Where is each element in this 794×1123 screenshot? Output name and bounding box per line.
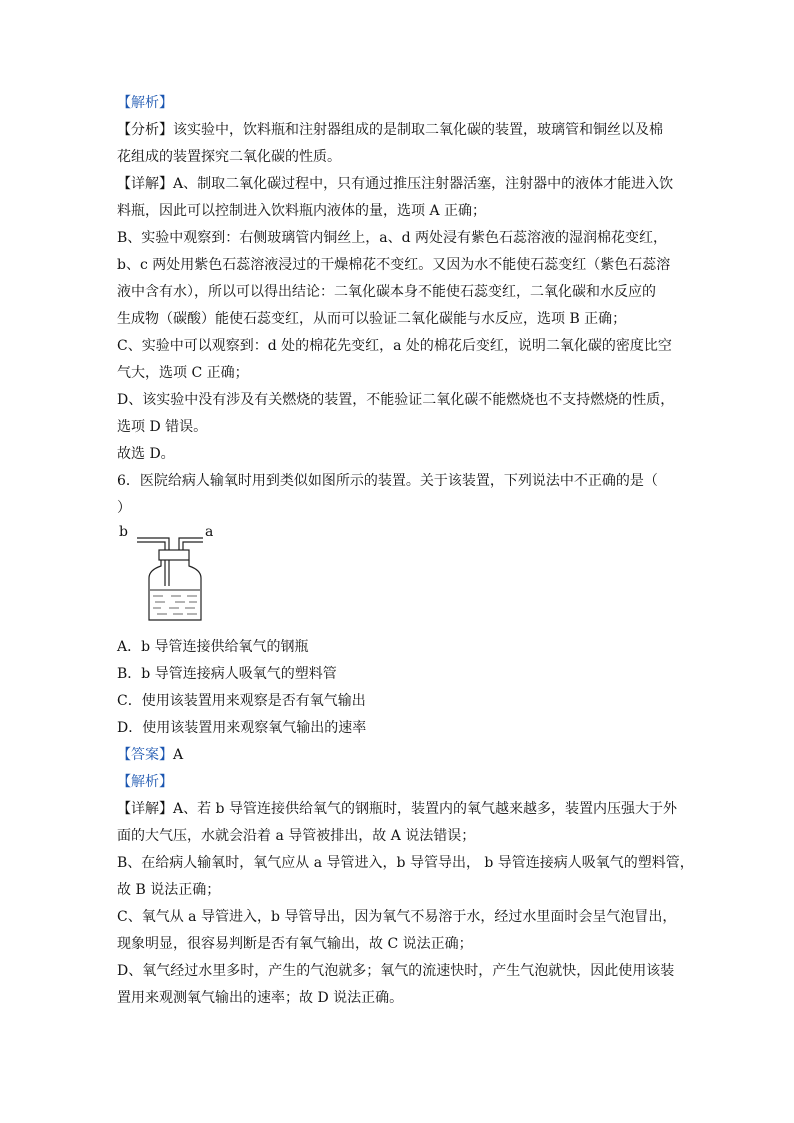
option-c: C．使用该装置用来观察是否有氧气输出 xyxy=(117,693,366,709)
xiangjie-d-line-2: 选项 D 错误。 xyxy=(117,419,208,435)
xiangjie-tag: 【详解】 xyxy=(117,176,173,192)
gas-washing-bottle-diagram xyxy=(117,526,697,626)
fenxi-line-2: 花组成的装置探究二氧化碳的性质。 xyxy=(117,149,341,165)
q6-b-line-2: 故 B 说法正确； xyxy=(117,882,221,898)
xiangjie-c-line-1: C、实验中可以观察到：d 处的棉花先变红，a 处的棉花后变红，说明二氧化碳的密度比空 xyxy=(117,338,672,354)
question-6-stem-2: ） xyxy=(117,500,131,516)
xiangjie-b-line-4: 生成物（碳酸）能使石蕊变红，从而可以验证二氧化碳能与水反应，选项 B 正确； xyxy=(117,311,627,327)
analysis-heading xyxy=(117,90,697,117)
question-6-stem-1: 6．医院给病人输氧时用到类似如图所示的装置。关于该装置，下列说法中不正确的是（ xyxy=(117,473,658,489)
option-b: B．b 导管连接病人吸氧气的塑料管 xyxy=(117,666,337,682)
analysis-tag: 【解析】 xyxy=(117,95,173,111)
xiangjie-b-line-2: b、c 两处用紫色石蕊溶液浸过的干燥棉花不变红。又因为水不能使石蕊变红（紫色石蕊溶 xyxy=(117,257,671,273)
xiangjie-line-1 xyxy=(117,171,697,198)
q6-a-line-2: 面的大气压，水就会沿着 a 导管被排出，故 A 说法错误； xyxy=(117,828,476,844)
xiangjie-b-line-3: 液中含有水），所以可以得出结论：二氧化碳本身不能使石蕊变红，二氧化碳和水反应的 xyxy=(117,284,656,300)
q6-a-1: A、若 b 导管连接供给氧气的钢瓶时，装置内的氧气越来越多，装置内压强大于外 xyxy=(173,801,677,817)
label-b: b xyxy=(119,524,128,540)
fenxi-line-1 xyxy=(117,117,697,144)
fenxi-tag: 【分析】 xyxy=(117,122,173,138)
q6-c-line-1: C、氧气从 a 导管进入，b 导管导出，因为氧气不易溶于水，经过水里面时会呈气泡冒出， xyxy=(117,909,677,925)
bottle-illustration xyxy=(117,526,237,626)
conclusion-line: 故选 D。 xyxy=(117,446,175,462)
label-a: a xyxy=(205,524,214,540)
q6-analysis-heading xyxy=(117,769,697,796)
q6-d-line-1: D、氧气经过水里多时，产生的气泡就多；氧气的流速快时，产生气泡就快，因此使用该装 xyxy=(117,963,675,979)
answer-line xyxy=(117,742,697,769)
document-page xyxy=(117,90,697,1012)
option-d: D．使用该装置用来观察氧气输出的速率 xyxy=(117,720,367,736)
xiangjie-c-line-2: 气大，选项 C 正确； xyxy=(117,365,249,381)
fenxi-text-1: 该实验中，饮料瓶和注射器组成的是制取二氧化碳的装置，玻璃管和铜丝以及棉 xyxy=(173,122,663,138)
xiangjie-b-line-1: B、实验中观察到：右侧玻璃管内铜丝上，a、d 两处浸有紫色石蕊溶液的湿润棉花变红， xyxy=(117,230,668,246)
xiangjie-d-line-1: D、该实验中没有涉及有关燃烧的装置，不能验证二氧化碳不能燃烧也不支持燃烧的性质， xyxy=(117,392,675,408)
xiangjie-a-line-2: 料瓶，因此可以控制进入饮料瓶内液体的量，选项 A 正确； xyxy=(117,203,487,219)
q6-xiangjie-tag: 【详解】 xyxy=(117,801,173,817)
q6-d-line-2: 置用来观测氧气输出的速率；故 D 说法正确。 xyxy=(117,990,404,1006)
option-a: A．b 导管连接供给氧气的钢瓶 xyxy=(117,639,309,655)
q6-b-line-1: B、在给病人输氧时，氧气应从 a 导管进入，b 导管导出， b 导管连接病人吸氧气的塑料管， xyxy=(117,855,694,871)
xiangjie-a-1: A、制取二氧化碳过程中，只有通过推压注射器活塞，注射器中的液体才能进入饮 xyxy=(173,176,674,192)
q6-c-line-2: 现象明显，很容易判断是否有氧气输出，故 C 说法正确； xyxy=(117,936,473,952)
q6-xiangjie-line-1 xyxy=(117,796,697,823)
q6-analysis-tag: 【解析】 xyxy=(117,774,173,790)
answer-tag: 【答案】 xyxy=(117,747,173,763)
answer-value: A xyxy=(173,747,184,763)
